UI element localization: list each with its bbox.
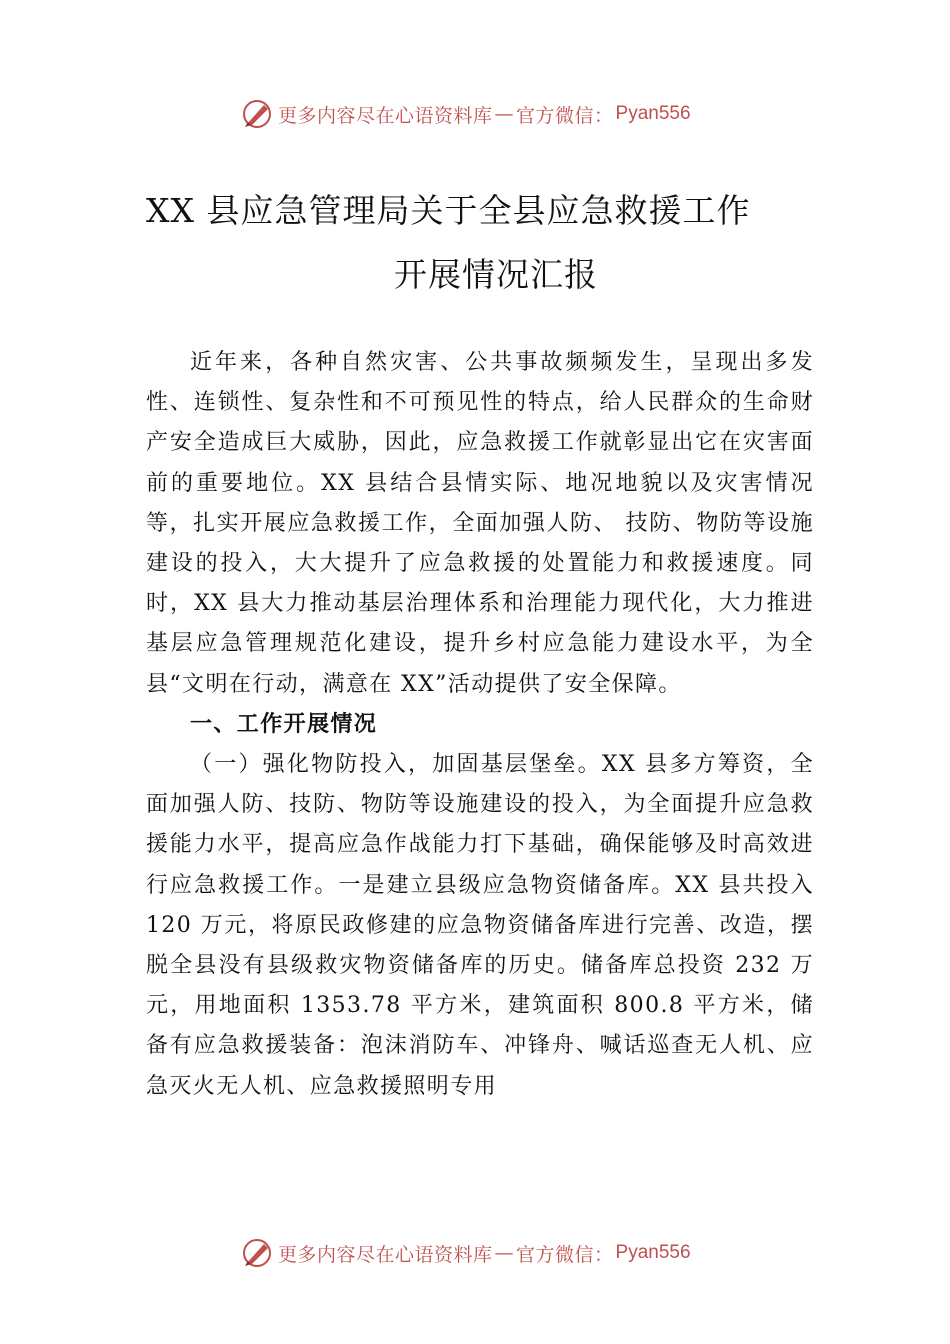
- watermark-sub-text: 官方微信：: [516, 1243, 614, 1266]
- document-body: [146, 343, 814, 1107]
- watermark-separator: —: [494, 1242, 515, 1264]
- watermark-id: Pyan556: [615, 1242, 691, 1263]
- watermark-id: Pyan556: [615, 103, 691, 124]
- watermark-main-text: 更多内容尽在心语资料库: [278, 104, 493, 127]
- section-heading-1: 一、工作开展情况: [190, 711, 378, 737]
- watermark-separator: —: [494, 103, 515, 125]
- document-title-line-2: 开展情况汇报: [394, 255, 598, 294]
- document-title-line-1: XX 县应急管理局关于全县应急救援工作: [146, 191, 751, 230]
- body-paragraph-1: 近年来，各种自然灾害、公共事故频频发生，呈现出多发性、连锁性、复杂性和不可预见性的特点，给人民群众的生命财产安全造成巨大威胁，因此，应急救援工作就彰显出它在灾害面前的重要地位。XX 县结合县情实际、地况地貌以及灾害情况等，扎实开展应急救援工作，全面加强人防、 技防、物防等设施建设的投入，大大提升了应急救援的处置能力和救援速度。同时，XX 县大力推动基层治理体系和治理能力现代化，大力推进基层应急管理规范化建设，提升乡村应急能力建设水平，为全县“文明在行动，满意在 XX”活动提供了安全保障。: [146, 350, 814, 697]
- pen-logo-icon: [240, 97, 274, 131]
- watermark-footer: [240, 1233, 760, 1273]
- pen-logo-icon: [240, 1236, 274, 1270]
- body-paragraph-2: （一）强化物防投入，加固基层堡垒。XX 县多方筹资，全面加强人防、技防、物防等设施建设的投入，为全面提升应急救援能力水平，提高应急作战能力打下基础，确保能够及时高效进行应急救援工作。一是建立县级应急物资储备库。XX 县共投入 120 万元，将原民政修建的应急物资储备库进行完善、改造，摆脱全县没有县级救灾物资储备库的历史。储备库总投资 232 万元，用地面积 1353.78 平方米，建筑面积 800.8 平方米，储备有应急救援装备：泡沫消防车、冲锋舟、喊话巡查无人机、应急灭火无人机、应急救援照明专用: [146, 752, 814, 1099]
- watermark-sub-text: 官方微信：: [516, 104, 614, 127]
- watermark-header: [240, 94, 760, 134]
- watermark-main-text: 更多内容尽在心语资料库: [278, 1243, 493, 1266]
